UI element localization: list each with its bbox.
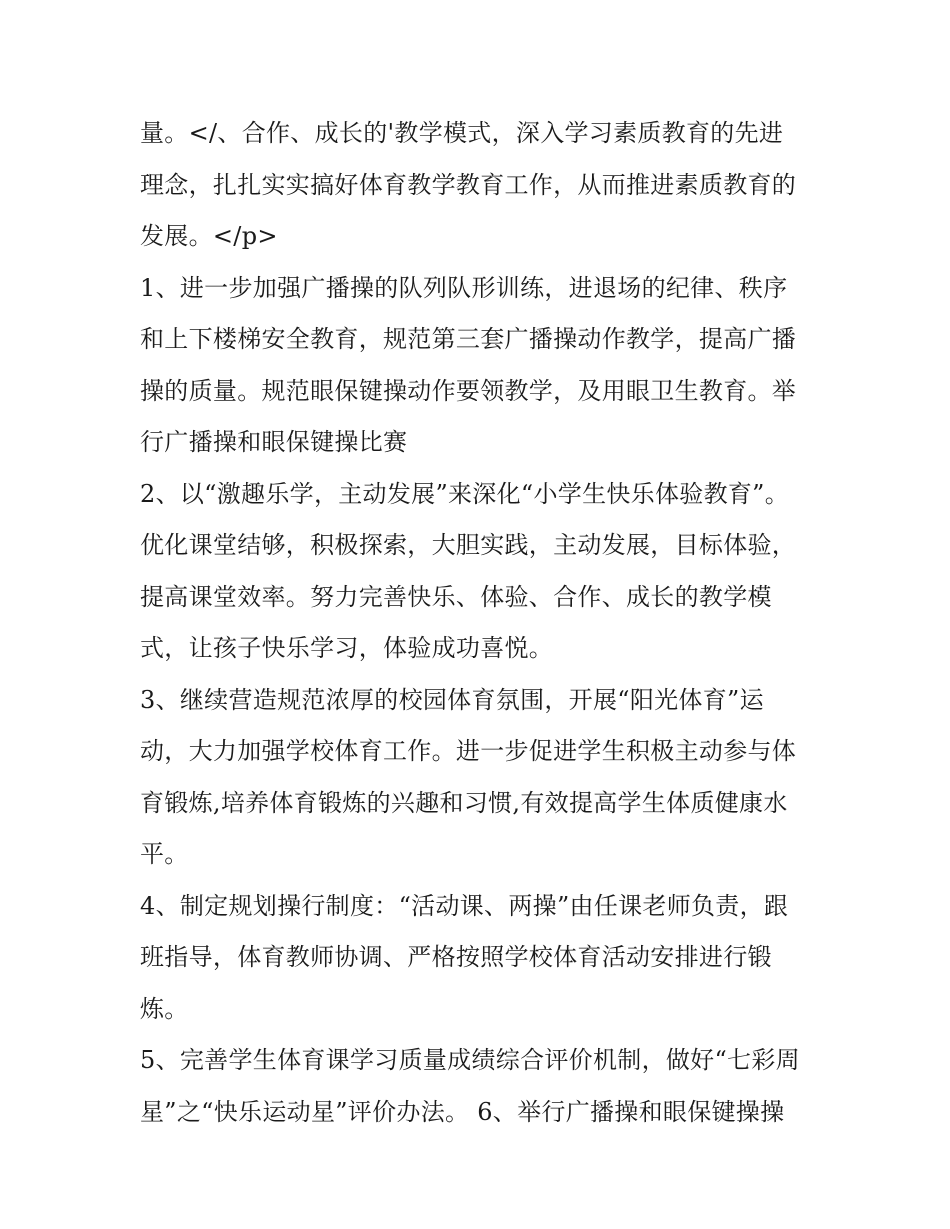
text-line: 发展。</p> <box>140 222 278 250</box>
text-line: 提高课堂效率。努力完善快乐、体验、合作、成长的教学模 <box>140 582 772 611</box>
text-line: 星”之“快乐运动星”评价办法。 6、举行广播操和眼保键操操 <box>140 1097 785 1126</box>
text-line: 育锻炼,培养体育锻炼的兴趣和习惯,有效提高学生体质健康水 <box>140 788 788 817</box>
text-line: 行广播操和眼保键操比赛 <box>140 428 408 456</box>
text-line: 4、制定规划操行制度：“活动课、两操”由任课老师负责，跟 <box>140 891 789 920</box>
text-line: 理念，扎扎实实搞好体育教学教育工作，从而推进素质教育的 <box>140 170 797 199</box>
text-line: 和上下楼梯安全教育，规范第三套广播操动作教学，提高广播 <box>140 325 797 353</box>
text-line: 炼。 <box>140 994 189 1023</box>
body-text <box>140 108 820 1138</box>
text-line: 1、进一步加强广播操的队列队形训练，进退场的纪律、秩序 <box>140 273 788 302</box>
text-line: 2、以“激趣乐学，主动发展”来深化“小学生快乐体验教育”。 <box>140 479 790 508</box>
text-line: 式，让孩子快乐学习，体验成功喜悦。 <box>140 634 554 662</box>
text-line: 操的质量。规范眼保键操动作要领教学，及用眼卫生教育。举 <box>140 376 797 405</box>
text-line: 动，大力加强学校体育工作。进一步促进学生积极主动参与体 <box>140 737 797 765</box>
text-line: 优化课堂结够，积极探索，大胆实践，主动发展，目标体验， <box>140 531 797 559</box>
text-line: 量。</、合作、成长的'教学模式，深入学习素质教育的先进 <box>140 119 784 147</box>
text-line: 5、完善学生体育课学习质量成绩综合评价机制，做好“七彩周 <box>140 1046 800 1074</box>
text-line: 3、继续营造规范浓厚的校园体育氛围，开展“阳光体育”运 <box>140 685 764 714</box>
text-line: 平。 <box>140 840 189 868</box>
text-line: 班指导，体育教师协调、严格按照学校体育活动安排进行锻 <box>140 943 772 971</box>
